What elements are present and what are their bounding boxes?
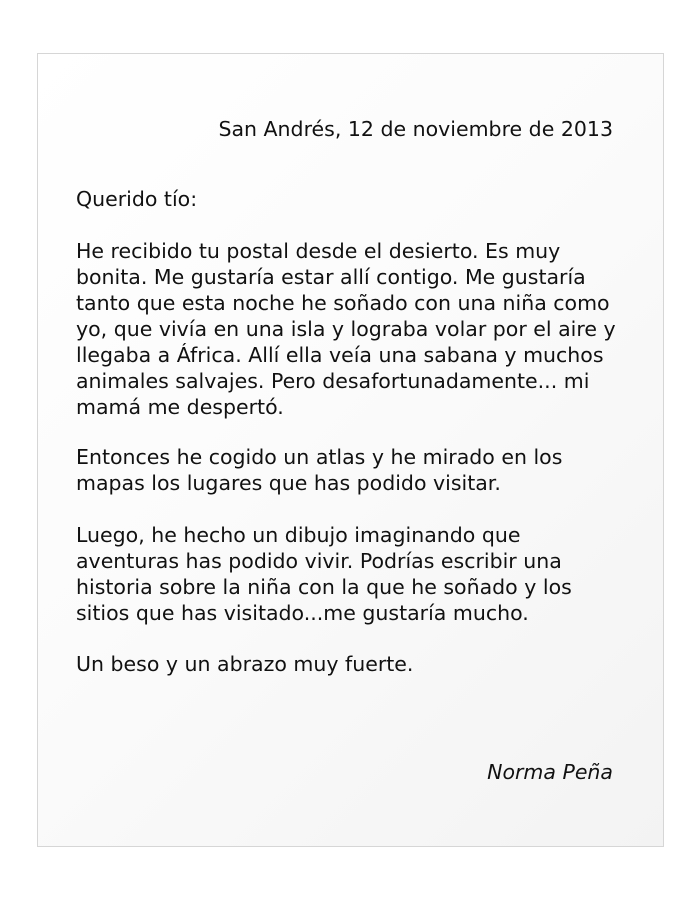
letter-greeting: Querido tío: (76, 187, 198, 211)
letter-paragraph-2: Entonces he cogido un atlas y he mirado en los mapas los lugares que has podido visitar. (76, 445, 563, 495)
letter-page (37, 53, 664, 847)
letter-date: San Andrés, 12 de noviembre de 2013 (218, 117, 613, 141)
letter-signature: Norma Peña (487, 760, 613, 784)
letter-paragraph-4: Un beso y un abrazo muy fuerte. (76, 652, 414, 676)
letter-paragraph-3: Luego, he hecho un dibujo imaginando que aventuras has podido vivir. Podrías escribir una historia sobre la niña con la que he soñado y los sitios que has visitado...me gustaría mucho. (76, 523, 572, 625)
letter-paragraph-1: He recibido tu postal desde el desierto. Es muy bonita. Me gustaría estar allí contigo. Me gustaría tanto que esta noche he soñado con una niña como yo, que vivía en una isla y lograba volar por el aire y llegaba a África. Allí ella veía una sabana y muchos animales salvajes. Pero desafortunadamente... mi mamá me despertó. (76, 239, 616, 419)
